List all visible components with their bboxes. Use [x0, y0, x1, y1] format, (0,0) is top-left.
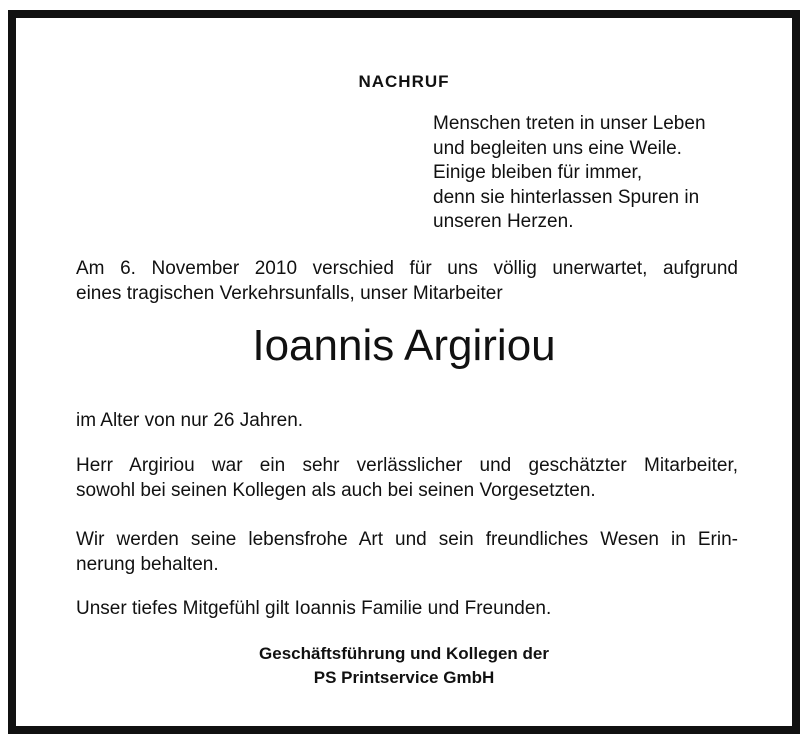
memory-line: Wir werden seine lebensfrohe Art und sein freundliches Wesen in Erin-	[76, 529, 738, 550]
age-line: im Alter von nur 26 Jahren.	[76, 410, 304, 431]
memory-paragraph	[76, 527, 738, 577]
condolence-paragraph	[76, 596, 738, 621]
signature-block	[16, 642, 792, 690]
intro-paragraph	[76, 256, 738, 306]
poem-line: und begleiten uns eine Weile.	[433, 137, 682, 159]
poem-line: Menschen treten in unser Leben	[433, 113, 706, 134]
intro-line: eines tragischen Verkehrsunfalls, unser Mitarbeiter	[76, 283, 503, 304]
memory-line: nerung behalten.	[76, 554, 219, 575]
obituary-title: NACHRUF	[358, 72, 450, 91]
obituary-frame	[8, 10, 800, 734]
tribute-paragraph	[76, 453, 738, 503]
poem-block	[433, 112, 763, 235]
company-name: PS Printservice GmbH	[313, 668, 495, 687]
tribute-line: sowohl bei seinen Kollegen als auch bei seinen Vorgesetzten.	[76, 480, 596, 501]
poem-line: unseren Herzen.	[433, 211, 574, 232]
condolence-line: Unser tiefes Mitgefühl gilt Ioannis Familie und Freunden.	[76, 598, 552, 619]
deceased-name: Ioannis Argiriou	[252, 321, 556, 370]
age-paragraph	[76, 408, 738, 433]
signature-line: Geschäftsführung und Kollegen der	[259, 644, 549, 663]
poem-line: Einige bleiben für immer,	[433, 162, 643, 183]
tribute-line: Herr Argiriou war ein sehr verlässlicher und geschätzter Mitarbeiter,	[76, 455, 738, 476]
poem-line: denn sie hinterlassen Spuren in	[433, 186, 700, 208]
intro-line: Am 6. November 2010 verschied für uns völlig unerwartet, aufgrund	[76, 258, 738, 279]
